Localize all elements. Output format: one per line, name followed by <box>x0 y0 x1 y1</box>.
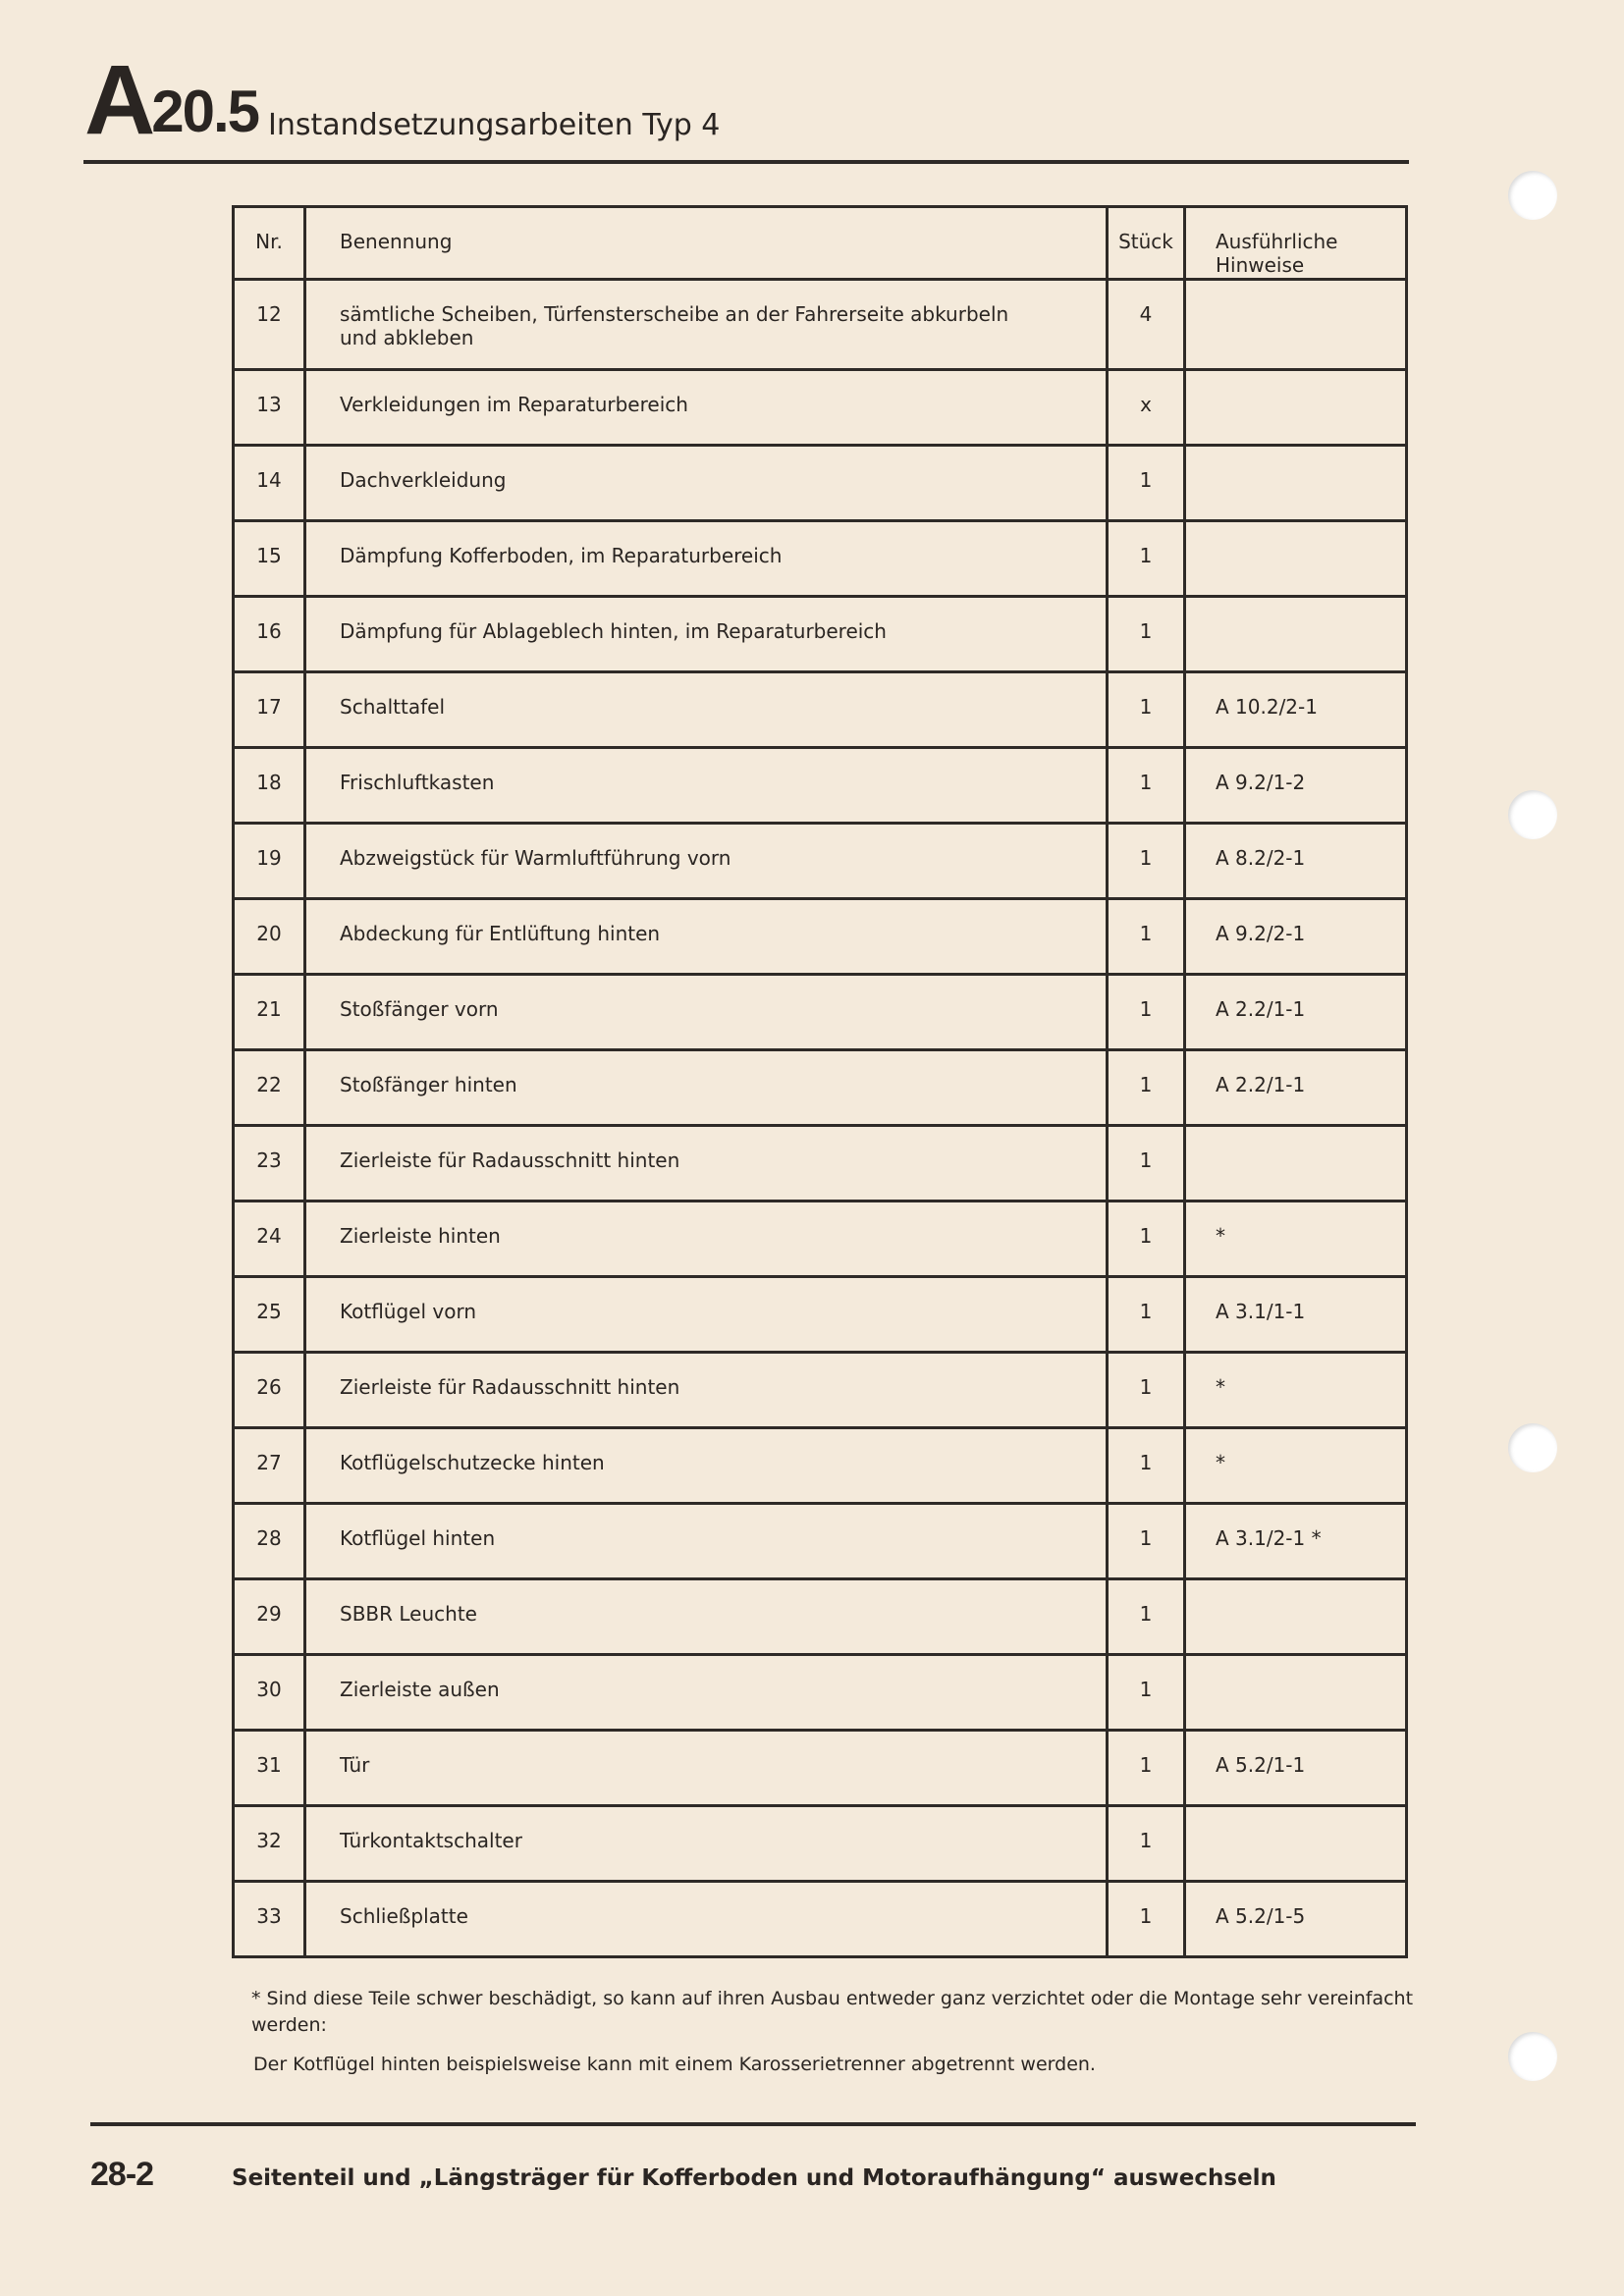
row-number: 30 <box>234 1655 305 1731</box>
row-name: Kotflügelschutzecke hinten <box>305 1428 1108 1504</box>
table-row <box>234 748 1407 824</box>
row-quantity: 1 <box>1108 521 1185 597</box>
row-quantity: 1 <box>1108 824 1185 899</box>
row-reference <box>1185 370 1407 446</box>
row-number: 24 <box>234 1201 305 1277</box>
row-reference: A 2.2/1-1 <box>1185 975 1407 1050</box>
chapter-title: Seitenteil und „Längsträger für Kofferboden und Motoraufhängung“ auswechseln <box>232 2165 1276 2191</box>
row-reference: A 3.1/2-1 * <box>1185 1504 1407 1579</box>
row-number: 13 <box>234 370 305 446</box>
table-row <box>234 1201 1407 1277</box>
row-reference: A 8.2/2-1 <box>1185 824 1407 899</box>
row-name: Zierleiste hinten <box>305 1201 1108 1277</box>
row-reference <box>1185 1579 1407 1655</box>
row-name: sämtliche Scheiben, Türfensterscheibe an der Fahrerseite abkurbeln und abkleben <box>305 280 1108 370</box>
row-name: Schließplatte <box>305 1882 1108 1957</box>
table-row <box>234 1655 1407 1731</box>
row-number: 23 <box>234 1126 305 1201</box>
row-name: SBBR Leuchte <box>305 1579 1108 1655</box>
row-quantity: 1 <box>1108 446 1185 521</box>
table-row <box>234 597 1407 672</box>
row-reference: A 2.2/1-1 <box>1185 1050 1407 1126</box>
row-reference <box>1185 1126 1407 1201</box>
row-number: 21 <box>234 975 305 1050</box>
punch-hole <box>1508 1423 1557 1472</box>
table-row <box>234 521 1407 597</box>
top-divider <box>83 160 1409 164</box>
row-quantity: 1 <box>1108 1579 1185 1655</box>
row-reference: * <box>1185 1428 1407 1504</box>
row-quantity: 1 <box>1108 1731 1185 1806</box>
table-row <box>234 446 1407 521</box>
row-name: Verkleidungen im Reparaturbereich <box>305 370 1108 446</box>
row-reference <box>1185 446 1407 521</box>
row-reference: * <box>1185 1201 1407 1277</box>
row-reference <box>1185 1806 1407 1882</box>
table-header-row <box>234 207 1407 280</box>
table-row <box>234 899 1407 975</box>
row-number: 20 <box>234 899 305 975</box>
row-name: Tür <box>305 1731 1108 1806</box>
row-number: 27 <box>234 1428 305 1504</box>
row-name: Kotflügel vorn <box>305 1277 1108 1353</box>
table-row <box>234 1504 1407 1579</box>
row-quantity: 1 <box>1108 1126 1185 1201</box>
section-letter: A <box>84 45 152 155</box>
table-row <box>234 672 1407 748</box>
row-name: Abdeckung für Entlüftung hinten <box>305 899 1108 975</box>
table-row <box>234 280 1407 370</box>
table-row <box>234 824 1407 899</box>
row-reference: A 5.2/1-5 <box>1185 1882 1407 1957</box>
row-quantity: 1 <box>1108 597 1185 672</box>
row-number: 19 <box>234 824 305 899</box>
table-row <box>234 975 1407 1050</box>
table-row <box>234 1806 1407 1882</box>
row-name: Stoßfänger vorn <box>305 975 1108 1050</box>
page-footer <box>90 2156 1276 2194</box>
row-reference <box>1185 597 1407 672</box>
row-number: 28 <box>234 1504 305 1579</box>
table-row <box>234 1126 1407 1201</box>
row-name: Frischluftkasten <box>305 748 1108 824</box>
row-quantity: 1 <box>1108 1277 1185 1353</box>
row-number: 14 <box>234 446 305 521</box>
row-quantity: 1 <box>1108 975 1185 1050</box>
punch-hole <box>1508 790 1557 839</box>
column-header-hinweise: Ausführliche Hinweise <box>1185 207 1407 280</box>
row-number: 12 <box>234 280 305 370</box>
row-number: 26 <box>234 1353 305 1428</box>
row-reference: A 10.2/2-1 <box>1185 672 1407 748</box>
row-name: Dämpfung für Ablageblech hinten, im Reparaturbereich <box>305 597 1108 672</box>
row-number: 16 <box>234 597 305 672</box>
section-heading <box>84 45 721 155</box>
row-number: 18 <box>234 748 305 824</box>
table-row <box>234 1428 1407 1504</box>
punch-hole <box>1508 2032 1557 2081</box>
row-quantity: 1 <box>1108 1353 1185 1428</box>
row-quantity: 1 <box>1108 1504 1185 1579</box>
row-name: Dachverkleidung <box>305 446 1108 521</box>
row-name: Zierleiste für Radausschnitt hinten <box>305 1353 1108 1428</box>
table-row <box>234 1882 1407 1957</box>
punch-hole <box>1508 171 1557 220</box>
row-number: 31 <box>234 1731 305 1806</box>
row-number: 17 <box>234 672 305 748</box>
section-number: 20.5 <box>151 79 258 144</box>
row-reference: A 3.1/1-1 <box>1185 1277 1407 1353</box>
row-reference: A 9.2/2-1 <box>1185 899 1407 975</box>
column-header-nr: Nr. <box>234 207 305 280</box>
row-quantity: 1 <box>1108 1201 1185 1277</box>
row-name: Dämpfung Kofferboden, im Reparaturbereich <box>305 521 1108 597</box>
page-number: 28-2 <box>90 2156 154 2193</box>
table-row <box>234 1731 1407 1806</box>
row-quantity: x <box>1108 370 1185 446</box>
row-name: Zierleiste außen <box>305 1655 1108 1731</box>
row-number: 33 <box>234 1882 305 1957</box>
row-name: Kotflügel hinten <box>305 1504 1108 1579</box>
page-title: Instandsetzungsarbeiten Typ 4 <box>268 108 721 142</box>
row-reference <box>1185 521 1407 597</box>
row-name: Stoßfänger hinten <box>305 1050 1108 1126</box>
parts-table <box>232 205 1408 1958</box>
row-quantity: 1 <box>1108 1428 1185 1504</box>
table-row <box>234 1353 1407 1428</box>
row-quantity: 1 <box>1108 899 1185 975</box>
row-quantity: 1 <box>1108 672 1185 748</box>
row-name: Abzweigstück für Warmluftführung vorn <box>305 824 1108 899</box>
table-row <box>234 370 1407 446</box>
row-name: Schalttafel <box>305 672 1108 748</box>
row-reference <box>1185 280 1407 370</box>
footnote-example: Der Kotflügel hinten beispielsweise kann mit einem Karosserietrenner abgetrennt werden. <box>253 2054 1096 2075</box>
row-quantity: 1 <box>1108 1882 1185 1957</box>
row-number: 29 <box>234 1579 305 1655</box>
row-name: Türkontaktschalter <box>305 1806 1108 1882</box>
row-quantity: 4 <box>1108 280 1185 370</box>
row-number: 15 <box>234 521 305 597</box>
table-row <box>234 1050 1407 1126</box>
row-number: 32 <box>234 1806 305 1882</box>
row-reference <box>1185 1655 1407 1731</box>
row-quantity: 1 <box>1108 1050 1185 1126</box>
footnote: * Sind diese Teile schwer beschädigt, so kann auf ihren Ausbau entweder ganz verzichtet oder die Montage sehr vereinfacht werden: <box>251 1988 1414 2036</box>
row-reference: * <box>1185 1353 1407 1428</box>
row-reference: A 9.2/1-2 <box>1185 748 1407 824</box>
row-reference: A 5.2/1-1 <box>1185 1731 1407 1806</box>
table-row <box>234 1579 1407 1655</box>
row-quantity: 1 <box>1108 1655 1185 1731</box>
table-row <box>234 1277 1407 1353</box>
column-header-benennung: Benennung <box>305 207 1108 280</box>
column-header-stueck: Stück <box>1108 207 1185 280</box>
bottom-divider <box>90 2122 1416 2126</box>
row-number: 25 <box>234 1277 305 1353</box>
row-name: Zierleiste für Radausschnitt hinten <box>305 1126 1108 1201</box>
row-quantity: 1 <box>1108 748 1185 824</box>
row-number: 22 <box>234 1050 305 1126</box>
row-quantity: 1 <box>1108 1806 1185 1882</box>
